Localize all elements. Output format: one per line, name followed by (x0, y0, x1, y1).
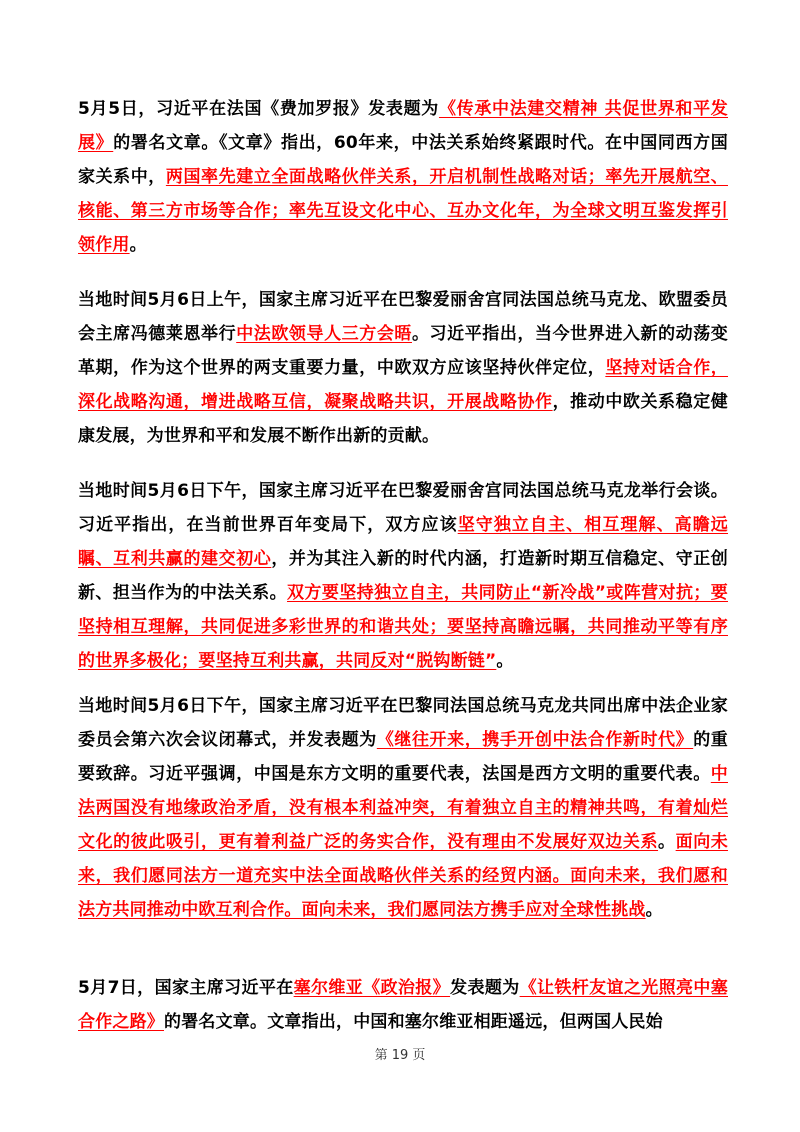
body-text: 。习近平指出，当今世界进入新的动荡变革期，作为这个世界的两支重要力量，中欧双方应该坚持伙伴定位， (78, 324, 728, 378)
body-text: ，并为其注入新的时代内涵，打造新时期互信稳定、守正创新、担当作为的中法关系。 (78, 549, 728, 603)
highlighted-text: 面向未来，我们愿同法方一道充实中法全面战略伙伴关系的经贸内涵。面向未来，我们愿和法方共同推动中欧互利合作。面向未来，我们愿同法方携手应对全球性挑战 (78, 832, 728, 920)
body-text: 发表题为 (450, 978, 520, 998)
highlighted-text: 中法两国没有地缘政治矛盾，没有根本利益冲突，有着独立自主的精神共鸣，有着灿烂文化的彼此吸引，更有着利益广泛的务实合作，没有理由不发展好双边关系 (78, 764, 728, 852)
paragraph-5 (78, 971, 728, 1039)
body-text: 。 (129, 235, 147, 255)
highlighted-text: 《传承中法建交精神 共促世界和平发展》 (78, 99, 728, 153)
body-text: 的署名文章。《文章》指出，60年来，中法关系始终紧跟时代。在中国同西方国家关系中， (78, 133, 728, 187)
body-text: 5月5日，习近平在法国《费加罗报》发表题为 (78, 99, 439, 119)
highlighted-text: 《继往开来，携手开创中法合作新时代》 (376, 730, 694, 750)
body-text: 的署名文章。文章指出，中国和塞尔维亚相距遥远，但两国人民始 (164, 1012, 663, 1032)
body-text: 5月7日，国家主席习近平在 (78, 978, 294, 998)
highlighted-text: 双方要坚持独立自主，共同防止“新冷战”或阵营对抗；要坚持相互理解，共同促进多彩世界的和谐共处；要坚持高瞻远瞩，共同推动平等有序的世界多极化；要坚持互利共赢，共同反对“脱钩断链” (78, 583, 728, 671)
body-text: 当地时间5月6日上午，国家主席习近平在巴黎爱丽舍宫同法国总统马克龙、欧盟委员会主席冯德莱恩举行 (78, 290, 728, 344)
highlighted-text: 中法欧领导人三方会晤 (236, 324, 412, 344)
highlighted-text: 两国率先建立全面战略伙伴关系，开启机制性战略对话；率先开展航空、核能、第三方市场等合作；率先互设文化中心、互办文化年，为全球文明互鉴发挥引领作用 (78, 167, 728, 255)
body-text: 。 (658, 832, 676, 852)
paragraph-2 (78, 283, 728, 453)
highlighted-text: 坚守独立自主、相互理解、高瞻远瞩、互利共赢的建交初心 (78, 515, 729, 569)
body-text: 。 (496, 651, 514, 671)
paragraph-1 (78, 92, 728, 262)
body-text: 的重要致辞。习近平强调，中国是东方文明的重要代表，法国是西方文明的重要代表。 (78, 730, 728, 784)
body-text: 。 (645, 900, 663, 920)
paragraph-3 (78, 474, 728, 678)
page-number: 第 19 页 (374, 1048, 426, 1063)
highlighted-text: 《让铁杆友谊之光照亮中塞合作之路》 (78, 978, 728, 1032)
body-text: 当地时间5月6日下午，国家主席习近平在巴黎爱丽舍宫同法国总统马克龙举行会谈。习近平指出，在当前世界百年变局下，双方应该 (78, 481, 728, 535)
body-text: 当地时间5月6日下午，国家主席习近平在巴黎同法国总统马克龙共同出席中法企业家委员会第六次会议闭幕式，并发表题为 (78, 696, 728, 750)
paragraph-4 (78, 689, 728, 927)
highlighted-text: 塞尔维亚《政治报》 (293, 978, 451, 998)
highlighted-text: 坚持对话合作，深化战略沟通，增进战略互信，凝聚战略共识，开展战略协作 (78, 358, 728, 412)
body-text: ，推动中欧关系稳定健康发展，为世界和平和发展不断作出新的贡献。 (78, 392, 728, 446)
